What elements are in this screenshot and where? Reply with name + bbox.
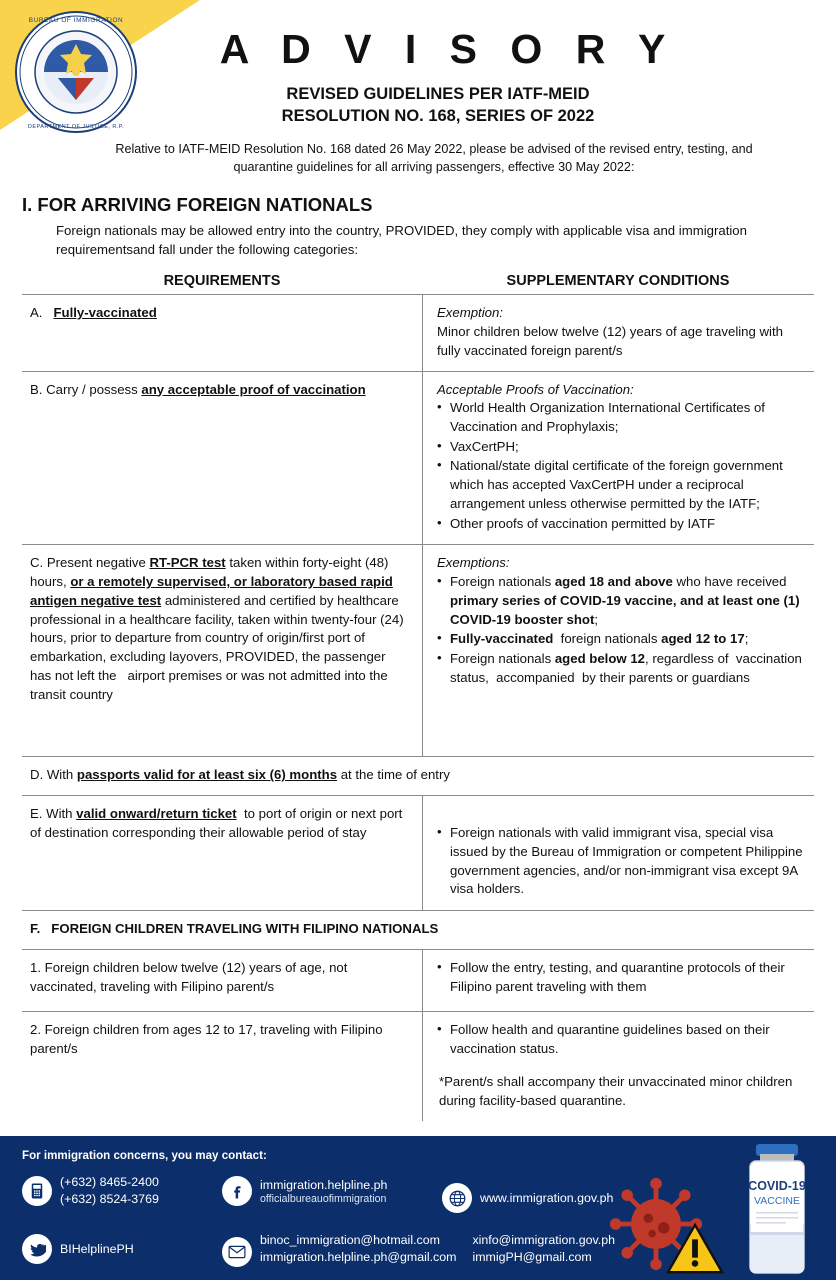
twitter-handle[interactable]: BIHelplinePH (60, 1241, 134, 1256)
condition-bullet-list (437, 1021, 808, 1058)
condition-cell (422, 1012, 814, 1121)
list-item: • VaxCertPH; (437, 438, 808, 457)
condition-bullet-list (437, 824, 808, 899)
requirement-cell: C. Present negative RT-PCR test taken within forty-eight (48) hours, or a remotely supervised, or laboratory based rapid antigen negative test administered and certified by healthcare professional in a healthcare facility, taken within twenty-four (24) hours, prior to departure from country of origin/first port of embarkation, excluding layovers, PROVIDED, the passenger has not left the airport premises or was not admitted into the transit country (30, 555, 404, 702)
column-header-requirements: REQUIREMENTS (163, 273, 281, 290)
table-header-row (22, 273, 814, 295)
phone-icon (22, 1176, 52, 1206)
page-header (0, 0, 836, 176)
table-row (22, 295, 814, 371)
twitter-icon[interactable] (22, 1234, 52, 1264)
mail-icon[interactable] (222, 1237, 252, 1267)
subtitle-line-1: REVISED GUIDELINES PER IATF-MEID (286, 85, 590, 103)
list-item: • National/state digital certificate of the foreign government which has accepted VaxCertPH under a reciprocal arrangement unless otherwise permitted by the IATF; (437, 457, 808, 513)
footer-phone-block (22, 1174, 159, 1207)
intro-paragraph: Relative to IATF-MEID Resolution No. 168 dated 26 May 2022, please be advised of the revised entry, testing, and quarantine guidelines for all arriving passengers, effective 30 May 2022: (115, 141, 753, 174)
subtitle-line-2: RESOLUTION NO. 168, SERIES OF 2022 (281, 107, 595, 126)
email-address-1[interactable]: binoc_immigration@hotmail.com (260, 1233, 440, 1247)
condition-title: Acceptable Proofs of Vaccination: (437, 381, 634, 397)
facebook-page-1[interactable]: immigration.helpline.ph (260, 1177, 388, 1192)
row-letter: A. (30, 305, 43, 321)
requirement-cell (22, 1012, 422, 1121)
condition-cell (422, 796, 814, 910)
table-row (22, 757, 814, 796)
table-row (22, 545, 814, 757)
list-item: • Foreign nationals with valid immigrant visa, special visa issued by the Bureau of Immigration or competent Philippine government agencies, and/or non-immigrant visa except 9A visa holders. (437, 824, 808, 899)
list-item: • Fully-vaccinated foreign nationals aged 12 to 17; (437, 630, 808, 649)
list-item: • World Health Organization International Certificates of Vaccination and Prophylaxis; (437, 399, 808, 436)
requirement-text: Fully-vaccinated (53, 305, 157, 321)
column-header-supplementary-conditions: SUPPLEMENTARY CONDITIONS (506, 273, 730, 290)
table-row (22, 911, 814, 950)
condition-cell (422, 545, 814, 756)
row-letter: E. (30, 806, 43, 822)
row-letter: D. (30, 767, 44, 783)
bureau-of-immigration-seal-icon (14, 10, 138, 134)
row-letter: F. (30, 921, 41, 937)
condition-bullet-list (437, 573, 808, 687)
requirement-text: any acceptable proof of vaccination (141, 381, 366, 397)
svg-text:BUREAU OF IMMIGRATION: BUREAU OF IMMIGRATION (28, 17, 124, 24)
facebook-icon[interactable] (222, 1176, 252, 1206)
condition-cell (422, 950, 814, 1011)
table-row (22, 796, 814, 911)
email-address-2[interactable]: immigration.helpline.ph@gmail.com (260, 1249, 457, 1264)
page-title: A D V I S O R Y (219, 26, 677, 72)
subsection-heading-text: FOREIGN CHILDREN TRAVELING WITH FILIPINO NATIONALS (51, 921, 439, 937)
website-url[interactable]: www.immigration.gov.ph (480, 1190, 614, 1205)
requirement-cell (22, 295, 422, 370)
section-heading: I. FOR ARRIVING FOREIGN NATIONALS (22, 194, 373, 216)
email-address-3[interactable]: xinfo@immigration.gov.ph (472, 1233, 615, 1247)
row-letter: 1. (30, 959, 41, 975)
condition-cell (422, 372, 814, 545)
condition-bullet-list (437, 399, 808, 533)
row-letter: C. (30, 555, 44, 571)
footer-twitter-block[interactable] (22, 1234, 134, 1264)
phone-number-2[interactable]: (+632) 8524-3769 (60, 1191, 159, 1206)
list-item: • Foreign nationals aged 18 and above who have received primary series of COVID-19 vaccine, and at least one (1) COVID-19 booster shot; (437, 573, 808, 629)
row-letter: 2. (30, 1021, 41, 1037)
condition-footnote: *Parent/s shall accompany their unvaccinated minor children during facility-based quarantine. (439, 1074, 793, 1108)
svg-text:VACCINE: VACCINE (754, 1195, 800, 1207)
svg-text:DEPARTMENT OF JUSTICE, R.P.: DEPARTMENT OF JUSTICE, R.P. (27, 124, 125, 130)
list-item: • Follow health and quarantine guidelines based on their vaccination status. (437, 1021, 808, 1058)
table-row (22, 372, 814, 546)
section-note: Foreign nationals may be allowed entry into the country, PROVIDED, they comply with applicable visa and immigration requirementsand fall under the following categories: (56, 223, 747, 258)
row-letter: B. (30, 381, 43, 397)
requirement-cell (22, 950, 422, 1011)
requirement-cell: D. With passports valid for at least six (6) months at the time of entry (30, 767, 450, 783)
condition-bullet-list (437, 959, 808, 996)
contact-footer (0, 1136, 836, 1280)
vaccine-vial-icon (736, 1142, 818, 1276)
footer-email-block[interactable] (222, 1232, 615, 1267)
requirement-cell: E. With valid onward/return ticket to port of origin or next port of destination corresponding their allowable period of stay (30, 806, 403, 840)
warning-icon (666, 1222, 724, 1276)
footer-facebook-block[interactable] (222, 1176, 387, 1206)
requirement-text: Foreign children from ages 12 to 17, traveling with Filipino parent/s (30, 1021, 383, 1056)
condition-cell (422, 295, 814, 370)
phone-number-1[interactable]: (+632) 8465-2400 (60, 1175, 159, 1189)
table-row (22, 950, 814, 1012)
svg-text:COVID-19: COVID-19 (748, 1179, 806, 1193)
list-item: • Other proofs of vaccination permitted by IATF (437, 515, 808, 534)
footer-title: For immigration concerns, you may contact: (22, 1149, 267, 1162)
requirements-table (22, 273, 814, 1120)
condition-text: Minor children below twelve (12) years of age traveling with fully vaccinated foreign parent/s (437, 324, 783, 358)
requirement-prefix: Carry / possess (46, 381, 142, 397)
requirement-cell (22, 372, 422, 545)
subsection-heading (22, 911, 814, 949)
list-item: • Foreign nationals aged below 12, regardless of vaccination status, accompanied by their parents or guardians (437, 650, 808, 687)
requirement-text: Foreign children below twelve (12) years of age, not vaccinated, traveling with Filipino parent/s (30, 959, 348, 994)
facebook-page-2[interactable]: officialbureauofimmigration (260, 1193, 387, 1206)
table-row (22, 1012, 814, 1121)
condition-title: Exemptions: (437, 555, 510, 571)
condition-title: Exemption: (437, 305, 503, 321)
email-address-4[interactable]: immigPH@gmail.com (472, 1249, 592, 1264)
globe-icon[interactable] (442, 1183, 472, 1213)
list-item: • Follow the entry, testing, and quarantine protocols of their Filipino parent traveling with them (437, 959, 808, 996)
footer-website-block[interactable] (442, 1183, 613, 1213)
